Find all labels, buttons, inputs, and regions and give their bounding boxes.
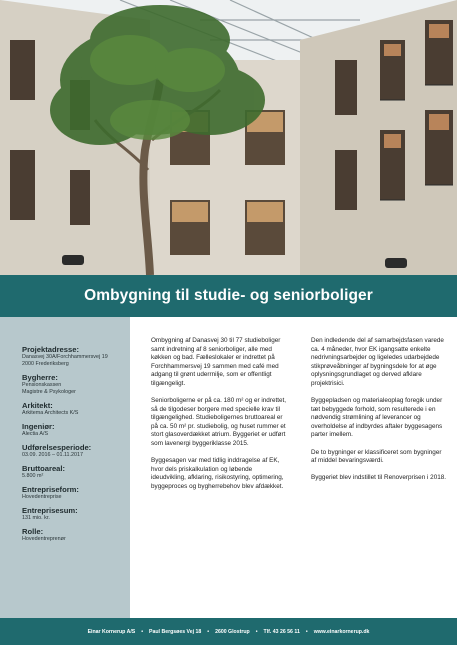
paragraph: Ombygning af Danasvej 30 til 77 studieboliger samt indretning af 8 seniorboliger, alle med køkken og bad. Fælleslokaler er indrettet på Forchhammersvej 19 sammen med café med adgang til grønt uderrnilje, som er offentligt tilgængeligt.: [151, 337, 281, 387]
footer-website-link[interactable]: www.einarkornerup.dk: [313, 628, 370, 635]
paragraph: Byggepladsen og materialeoplag foregik under tæt bebyggede forhold, som resulterede i en nødvendig strømlining af leverancer og overholdelse af indbyrdes aftaler byggesagens parter imellem.: [311, 397, 443, 439]
fact-contract-sum: [22, 506, 130, 522]
footer-separator: •: [207, 628, 210, 635]
footer-street: Paul Bergsøes Vej 18: [149, 628, 202, 635]
fact-label: Entrepriseform:: [22, 485, 79, 494]
text-column-left: [151, 337, 287, 618]
fact-label: Bruttoareal:: [22, 464, 66, 473]
fact-value: 03.09. 2016 – 01.11.2017: [22, 452, 84, 458]
fact-value: Pensionskassen: [22, 382, 62, 388]
fact-value: 5.800 m²: [22, 473, 44, 479]
fact-label: Bygherre:: [22, 373, 58, 382]
fact-contract-form: [22, 485, 130, 501]
body-text: [130, 317, 457, 618]
fact-period: [22, 443, 130, 459]
paragraph: Seniorboligerne er på ca. 180 m² og er indrettet, så de tilgodeser borgere med specielle krav til tilgængelighed. Studieboligernes bruttoareal er på ca. 50 m² pr. studiebolig, og huset rummer et stort glasoverdækket atrium. Byggeriet er udført som lavenergi byggeriklasse 2015.: [151, 397, 287, 448]
project-facts-sidebar: [0, 317, 130, 618]
fact-label: Rolle:: [22, 527, 44, 536]
fact-value: Hovedentreprise: [22, 494, 62, 500]
footer-phone: Tlf. 43 26 56 11: [263, 628, 300, 635]
paragraph: Byggeriet blev indstillet til Renoverprisen i 2018.: [311, 474, 447, 482]
fact-label: Entreprisesum:: [22, 506, 78, 515]
footer: [0, 618, 457, 645]
page-title: Ombygning til studie- og seniorboliger: [84, 287, 373, 304]
paragraph: Byggesagen var med tidlig inddragelse af EK, hvor dels priskalkulation og løbende ideudvikling, afklaring, risikostyring, optimering, byggeproces og bygherrebehov blev afdækket.: [151, 457, 284, 490]
fact-architect: [22, 401, 130, 417]
fact-value: Alectia A/S: [22, 431, 49, 437]
fact-label: Udførelsesperiode:: [22, 443, 92, 452]
title-banner: [0, 275, 457, 317]
paragraph: Den indledende del af samarbejdsfasen varede ca. 4 måneder, hvor EK igangsatte enkelte nedrivningsarbejder og ligeledes udarbejdede stikprøveåbninger af bygningsdele for at øge oplysningsgrundlaget og derved afklare projektrisici.: [311, 337, 444, 387]
footer-separator: •: [141, 628, 144, 635]
fact-gross-area: [22, 464, 130, 480]
fact-client: [22, 373, 130, 396]
fact-value: Danasvej 30A/Forchhammersvej 19: [22, 354, 108, 360]
text-column-right: [311, 337, 447, 618]
paragraph: De to bygninger er klassificeret som bygninger af middel bevaringsværdi.: [311, 448, 442, 465]
footer-city: 2600 Glostrup: [215, 628, 250, 635]
fact-value: Hovedentreprenør: [22, 536, 66, 542]
footer-company: Einar Kornerup A/S: [87, 628, 136, 635]
fact-project-address: [22, 345, 130, 368]
fact-value: 2000 Frederiksberg: [22, 361, 69, 367]
atrium-photo: [0, 0, 457, 275]
fact-label: Ingeniør:: [22, 422, 55, 431]
fact-role: [22, 527, 130, 543]
fact-label: Arkitekt:: [22, 401, 53, 410]
footer-separator: •: [255, 628, 258, 635]
atrium-photo-illustration: [0, 0, 457, 275]
fact-label: Projektadresse:: [22, 345, 79, 354]
fact-engineer: [22, 422, 130, 438]
fact-value: 131 mio. kr.: [22, 515, 50, 521]
fact-value: Magistre & Psykologer: [22, 389, 76, 395]
footer-separator: •: [305, 628, 308, 635]
fact-value: Arkitema Architects K/S: [22, 410, 79, 416]
